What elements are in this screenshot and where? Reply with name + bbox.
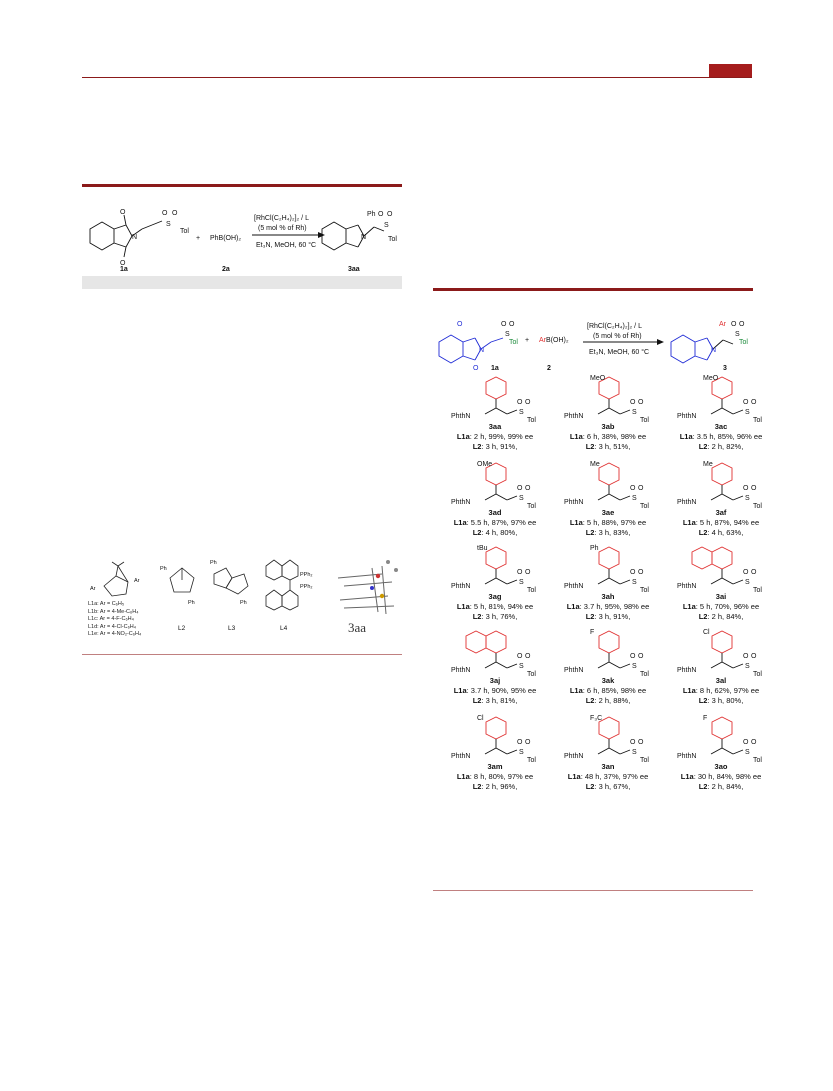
sulfur-label: S [745,663,750,670]
phthn-label: PhthN [451,499,471,506]
svg-text:(5 mol % of Rh): (5 mol % of Rh) [258,225,307,232]
l1a-result: L1a: 5 h, 70%, 96% ee [682,602,760,611]
product-id: 3ao [714,762,728,771]
l1-label-list: L1a: Ar = C₆H₅ L1b: Ar = 4-Me-C₆H₄ L1c: Ar = 4-F-C₆H₄ L1d: Ar = 4-Cl-C₆H₄ L1e: Ar = 4-NO₂-C₆H₄ [88,601,142,637]
l1a-result: L1a: 3.7 h, 90%, 95% ee [453,686,537,695]
tol-label: Tol [753,671,762,678]
tol-label: Tol [527,587,536,594]
l2-result: L2: 4 h, 80%, [472,528,518,537]
oxygen-label: O [517,399,523,406]
oxygen-label: O [743,653,749,660]
svg-text:Tol: Tol [739,339,748,346]
l2-result: L2: 3 h, 91%, [585,612,631,621]
l1a-result: L1a: 3.7 h, 95%, 98% ee [566,602,650,611]
product-entry-3am [435,762,555,792]
product-id: 3ac [714,422,728,431]
product-id: 3ak [601,676,615,685]
phthn-label: PhthN [564,583,584,590]
table1-top-rule [82,184,402,187]
product-id: 3af [715,508,727,517]
substituent-label: F [703,715,708,722]
svg-text:L4: L4 [280,625,288,632]
oxygen-label: O [525,485,531,492]
svg-text:O: O [120,260,126,267]
substituent-label: OMe [477,461,493,468]
label-2a: 2a [222,266,230,273]
oxygen-label: O [630,485,636,492]
oxygen-label: O [525,739,531,746]
l1a-result: L1a: 6 h, 38%, 98% ee [569,432,647,441]
sulfur-label: S [745,749,750,756]
product-entry-3ao [661,762,781,792]
svg-text:Et₃N, MeOH, 60 °C: Et₃N, MeOH, 60 °C [256,242,317,249]
atom-s [380,594,384,598]
substituent-label: Cl [703,629,710,636]
svg-text:(5 mol % of Rh): (5 mol % of Rh) [593,333,642,340]
substituent-label: Ph [590,545,599,552]
crystal-structure-3aa [338,566,394,614]
svg-text:O: O [457,321,463,328]
phthn-label: PhthN [677,413,697,420]
svg-text:1a: 1a [491,365,499,372]
phthn-label: PhthN [564,753,584,760]
oxygen-label: O [638,739,644,746]
tol-label: Tol [640,757,649,764]
l2-result: L2: 2 h, 88%, [585,696,631,705]
phthn-label: PhthN [677,583,697,590]
page-number-tab [709,64,752,77]
oxygen-label: O [638,485,644,492]
oxygen-label: O [517,653,523,660]
oxygen-label: O [638,653,644,660]
l2-result: L2: 3 h, 80%, [698,696,744,705]
product-id: 3ah [601,592,615,601]
phthalimide-1a [90,215,162,257]
svg-text:[RhCl(C₂H₄)₂]₂ / L: [RhCl(C₂H₄)₂]₂ / L [254,215,309,222]
label-3aa: 3aa [348,266,360,273]
scheme2-top-rule [433,288,753,291]
oxygen-label: O [743,399,749,406]
product-entry-3aj [435,676,555,706]
tol-label: Tol [753,417,762,424]
phthn-label: PhthN [451,413,471,420]
product-id: 3ag [488,592,502,601]
substituent-label: Cl [477,715,484,722]
svg-text:Ar: Ar [134,578,140,584]
sulfur-label: S [519,663,524,670]
oxygen-label: O [517,739,523,746]
substituent-label: F [590,629,595,636]
l2-result: L2: 2 h, 84%, [698,612,744,621]
svg-text:Ph: Ph [367,211,376,218]
svg-text:Ph: Ph [210,560,217,566]
svg-text:Ar: Ar [719,321,726,328]
svg-text:Ph: Ph [188,600,195,606]
l1a-result: L1a: 48 h, 37%, 97% ee [567,772,649,781]
tol-label: Tol [527,671,536,678]
product-3aa [322,222,384,250]
substituent-label: Me [703,461,713,468]
product-id: 3aj [489,676,501,685]
svg-text:N: N [479,347,485,354]
svg-text:S: S [384,222,389,229]
product-id: 3am [487,762,503,771]
product-entry-3ac [661,422,781,452]
svg-text:S: S [735,331,740,338]
tol-label: Tol [640,671,649,678]
l2-result: L2: 2 h, 96%, [472,782,518,791]
ligand-L2 [170,568,194,592]
scheme2-reaction [433,312,753,374]
oxygen-label: O [630,739,636,746]
product-entry-3ak [548,676,668,706]
phthn-label: PhthN [677,753,697,760]
oxygen-label: O [517,569,523,576]
sulfur-label: S [632,749,637,756]
l2-result: L2: 3 h, 51%, [585,442,631,451]
l1a-result: L1a: 6 h, 85%, 98% ee [569,686,647,695]
tol-label: Tol [527,757,536,764]
sulfur-label: S [632,663,637,670]
sulfur-label: S [745,579,750,586]
l2-result: L2: 3 h, 81%, [472,696,518,705]
product-id: 3an [601,762,615,771]
oxygen-label: O [743,569,749,576]
product-entry-3an [548,762,668,792]
svg-text:Ph: Ph [240,600,247,606]
svg-text:O: O [731,321,737,328]
svg-text:O: O [120,209,126,216]
product-id: 3ad [488,508,502,517]
oxygen-label: O [525,653,531,660]
oxygen-label: O [751,739,757,746]
oxygen-label: O [743,485,749,492]
l1a-result: L1a: 8 h, 62%, 97% ee [682,686,760,695]
oxygen-label: O [751,653,757,660]
svg-text:N: N [711,347,717,354]
product-id: 3ab [601,422,615,431]
tol-1a: Tol [180,228,189,235]
l1a-result: L1a: 5 h, 88%, 97% ee [569,518,647,527]
phthn-label: PhthN [564,413,584,420]
sulfur-label: S [745,409,750,416]
product-entry-3ae [548,508,668,538]
l2-result: L2: 2 h, 84%, [698,782,744,791]
substituent-label: MeO [703,375,719,382]
substituent-label: tBu [477,545,488,552]
product-entry-3af [661,508,781,538]
l1a-result: L1a: 30 h, 84%, 98% ee [680,772,762,781]
product-entry-3ag [435,592,555,622]
scheme2-bottom-rule [433,890,753,891]
svg-text:Ph: Ph [160,566,167,572]
svg-text:O: O [172,210,178,217]
substituent-label: MeO [590,375,606,382]
svg-text:ArB(OH)₂: ArB(OH)₂ [539,337,569,344]
sulfur-label: S [745,495,750,502]
l2-result: L2: 3 h, 67%, [585,782,631,791]
tol-label: Tol [640,503,649,510]
svg-text:PPh₂: PPh₂ [300,584,313,590]
atom-n [370,586,374,590]
svg-text:PPh₂: PPh₂ [300,572,313,578]
product-entry-3ah [548,592,668,622]
svg-text:O: O [739,321,745,328]
atom-o [376,574,380,578]
tol-label: Tol [753,757,762,764]
product-id: 3al [715,676,727,685]
oxygen-label: O [525,399,531,406]
oxygen-label: O [525,569,531,576]
table1-bottom-rule [82,654,402,655]
svg-text:Ar: Ar [90,586,96,592]
tol-label: Tol [753,503,762,510]
svg-text:O: O [387,211,393,218]
product-id: 3aa [488,422,502,431]
svg-text:L2: L2 [178,625,186,632]
tol-label: Tol [527,417,536,424]
l2-result: L2: 4 h, 63%, [698,528,744,537]
tol-label: Tol [640,417,649,424]
oxygen-label: O [751,399,757,406]
oxygen-label: O [630,569,636,576]
product-id: 3ai [715,592,727,601]
oxygen-label: O [743,739,749,746]
l1a-result: L1a: 5 h, 87%, 94% ee [682,518,760,527]
svg-text:Tol: Tol [509,339,518,346]
product-entry-3aa [435,422,555,452]
scheme1-reaction [82,195,402,275]
oxygen-label: O [751,569,757,576]
sulfur-label: S [519,579,524,586]
phthn-label: PhthN [564,499,584,506]
phthn-label: PhthN [451,583,471,590]
svg-text:3: 3 [723,365,727,372]
l1a-result: L1a: 5.5 h, 87%, 97% ee [453,518,537,527]
phthn-label: PhthN [677,499,697,506]
product-entry-3ab [548,422,668,452]
product-entry-3ai [661,592,781,622]
oxygen-label: O [638,399,644,406]
svg-text:O: O [162,210,168,217]
l1a-result: L1a: 8 h, 80%, 97% ee [456,772,534,781]
svg-text:Tol: Tol [388,236,397,243]
l1a-result: L1a: 2 h, 99%, 99% ee [456,432,534,441]
svg-text:[RhCl(C₂H₄)₂]₂ / L: [RhCl(C₂H₄)₂]₂ / L [587,323,642,330]
l1a-result: L1a: 3.5 h, 85%, 96% ee [679,432,763,441]
svg-text:+: + [196,235,201,242]
tol-label: Tol [753,587,762,594]
phthn-label: PhthN [451,667,471,674]
tol-label: Tol [640,587,649,594]
sulfur-label: S [519,749,524,756]
phthn-label: PhthN [451,753,471,760]
sulfur-label: S [519,409,524,416]
tol-label: Tol [527,503,536,510]
sulfur-label: S [632,495,637,502]
svg-text:S: S [505,331,510,338]
substituent-label: F₃C [590,715,603,722]
svg-text:O: O [509,321,515,328]
boronic-acid: PhB(OH)₂ [210,235,242,242]
header-rule [82,77,752,78]
product-entry-3al [661,676,781,706]
svg-text:S: S [166,221,171,228]
l2-result: L2: 3 h, 76%, [472,612,518,621]
l2-result: L2: 3 h, 91%, [472,442,518,451]
svg-text:O: O [473,365,479,372]
svg-text:Et₃N, MeOH, 60 °C: Et₃N, MeOH, 60 °C [589,349,650,356]
l2-result: L2: 3 h, 83%, [585,528,631,537]
substituent-label: Me [590,461,600,468]
oxygen-label: O [517,485,523,492]
oxygen-label: O [638,569,644,576]
table1-header-bar [82,276,402,289]
oxygen-label: O [751,485,757,492]
svg-text:2: 2 [547,365,551,372]
ligand-L1 [104,562,128,596]
svg-text:N: N [132,234,138,241]
l1a-result: L1a: 5 h, 81%, 94% ee [456,602,534,611]
sulfur-label: S [632,579,637,586]
sulfur-label: S [632,409,637,416]
sulfur-label: S [519,495,524,502]
oxygen-label: O [630,653,636,660]
svg-text:L3: L3 [228,625,236,632]
product-id: 3ae [601,508,615,517]
ligand-L4-binap [266,560,298,610]
oxygen-label: O [630,399,636,406]
svg-text:N: N [361,234,367,241]
crystal-caption: 3aa [348,620,367,635]
label-1a: 1a [120,266,128,273]
ligand-L3 [214,568,248,594]
l2-result: L2: 2 h, 82%, [698,442,744,451]
svg-text:+: + [525,337,530,344]
product-entry-3ad [435,508,555,538]
svg-text:O: O [378,211,384,218]
phthn-label: PhthN [564,667,584,674]
svg-text:O: O [501,321,507,328]
phthn-label: PhthN [677,667,697,674]
